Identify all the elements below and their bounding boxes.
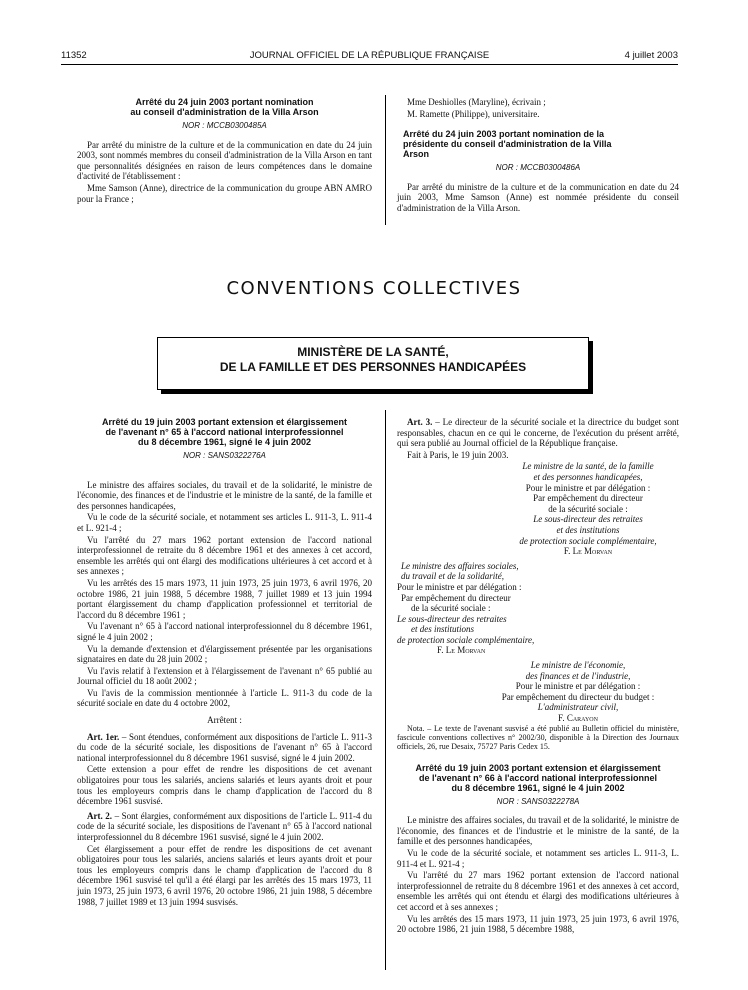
article-2 — [77, 811, 372, 843]
nor-reference — [77, 121, 372, 132]
sig-line: Le sous-directeur des retraites — [533, 514, 643, 525]
article-title — [77, 417, 372, 447]
title-line: du 8 décembre 1961, signé le 4 juin 2002 — [137, 437, 312, 447]
sig-line: Par empêchement du directeur — [401, 592, 511, 603]
signature-block-health — [497, 461, 679, 556]
sig-line: Par empêchement du directeur du budget : — [501, 691, 655, 702]
title-line: de l'avenant n° 65 à l'accord national interprofessionnel — [105, 427, 344, 437]
paragraph: Vu le code de la sécurité sociale, et notamment ses articles L. 911-3, L. 911-4 et L. 921-4 ; — [397, 848, 679, 869]
journal-title: JOURNAL OFFICIEL DE LA RÉPUBLIQUE FRANÇAISE — [249, 50, 490, 61]
sig-line: et des institutions — [556, 524, 620, 535]
nor-text: NOR : MCCB0300485A — [182, 121, 267, 130]
top-right-article — [397, 97, 679, 215]
member-line: Mme Deshiolles (Maryline), écrivain ; — [407, 97, 546, 107]
nor-text: NOR : MCCB0300486A — [495, 163, 581, 173]
nor-text: NOR : SANS0322276A — [183, 451, 266, 460]
title-line: de l'avenant n° 66 à l'accord national interprofessionnel — [419, 772, 657, 783]
sig-line: de protection sociale complémentaire, — [519, 535, 657, 546]
top-left-article — [77, 97, 372, 205]
ministry-line: MINISTÈRE DE LA SANTÉ, — [297, 345, 449, 359]
sig-line: du travail et de la solidarité, — [401, 571, 504, 582]
left-article — [77, 417, 372, 908]
paragraph: Vu l'avenant n° 65 à l'accord national interprofessionnel du 8 décembre 1961, signé le 4 juin 2002 ; — [77, 621, 372, 642]
paragraph: Le ministre des affaires sociales, du travail et de la solidarité, le ministre de l'économie, des finances et de l'industrie et le ministre de la santé, de la famille et des personnes handicapées, — [397, 815, 679, 847]
sig-line: des finances et de l'industrie, — [525, 670, 631, 681]
ministry-box — [157, 337, 589, 390]
right-article — [397, 417, 679, 936]
signature-block-economy — [477, 660, 679, 724]
sig-line: L'administrateur civil, — [537, 702, 619, 713]
article-text: – Sont étendues, conformément aux dispositions de l'article L. 911-3 du code de la sécurité sociale, les dispositions de l'avenant n° 65 à l'accord national interprofessionnel du 8 décembre 1961 susvisé, signé le 4 juin 2002. — [77, 731, 372, 763]
article-3 — [397, 417, 679, 449]
paragraph: Vu les arrêtés des 15 mars 1973, 11 juin 1973, 25 juin 1973, 6 avril 1976, 20 octobre 1986, 21 juin 1988, 5 décembre 1988, — [397, 913, 679, 935]
sig-line: Le ministre des affaires sociales, — [401, 560, 519, 571]
paragraph: Vu le code de la sécurité sociale, et notamment ses articles L. 911-3, L. 911-4 et L. 921-4 ; — [77, 512, 372, 533]
sig-line: de protection sociale complémentaire, — [397, 634, 535, 645]
paragraph: Vu l'avis relatif à l'extension et à l'élargissement de l'avenant n° 65 publié au Journal officiel du 18 août 2002 ; — [77, 665, 372, 687]
signature-date: Fait à Paris, le 19 juin 2003. — [407, 449, 509, 460]
article-label: Art. 2. — [87, 810, 113, 821]
nor-reference — [397, 163, 679, 174]
article-title — [397, 129, 679, 159]
paragraph: Vu les arrêtés des 15 mars 1973, 11 juin 1973, 25 juin 1973, 6 avril 1976, 20 octobre 1986, 21 juin 1988, 5 décembre 1988, 7 juillet 1989 et 13 juin 1994 portant élargissement du champ d'application professionnel et territorial de l'accord du 8 décembre 1961 ; — [77, 577, 372, 620]
paragraph: Cet élargissement a pour effet de rendre les dispositions de cet avenant obligatoires pour tous les salariés, anciens salariés et leurs ayants droit et pour tous les employeurs compris dans le champ d'application de l'accord du 8 décembre 1961 susvisé tel qu'il a été élargi par les arrêtés des 15 mars 1973, 11 juin 1973, 25 juin 1973, 6 avril 1976, 20 octobre 1986, 21 juin 1988, 5 décembre 1988, 7 juillet 1989 et 13 juin 1994 susvisés. — [77, 843, 372, 907]
page-header — [61, 48, 678, 65]
article-label: Art. 3. — [407, 417, 433, 427]
page-number: 11352 — [61, 50, 87, 61]
article-text: – Sont élargies, conformément aux dispositions de l'article L. 911-4 du code de la sécurité sociale, les dispositions de l'avenant n° 65 à l'accord national interprofessionnel du 8 décembre 1961 susvisé, signé le 4 juin 2002. — [77, 810, 372, 842]
column-divider — [385, 95, 386, 225]
sig-line: de la sécurité sociale : — [411, 603, 491, 614]
member-line: M. Ramette (Philippe), universitaire. — [407, 108, 540, 119]
nor-reference — [77, 451, 372, 462]
signatory-name: F. Carayon — [558, 713, 598, 724]
paragraph: Par arrêté du ministre de la culture et de la communication en date du 24 juin 2003, Mme Samson (Anne) est nommée présidente du conseil d'administration de la Villa Arson. — [397, 181, 679, 213]
sig-line: Le ministre de l'économie, — [530, 660, 626, 671]
sig-line: de la sécurité sociale : — [548, 503, 628, 514]
ministry-line: DE LA FAMILLE ET DES PERSONNES HANDICAPÉES — [219, 360, 527, 374]
article-title — [397, 763, 679, 793]
title-line: du 8 décembre 1961, signé le 4 juin 2002 — [451, 782, 625, 793]
title-line: présidente du conseil d'administration de la Villa — [403, 139, 612, 150]
paragraph: Vu l'avis de la commission mentionnée à l'article L. 911-3 du code de la sécurité sociale en date du 4 octobre 2002, — [77, 687, 372, 709]
issue-date: 4 juillet 2003 — [624, 50, 678, 61]
paragraph: Cette extension a pour effet de rendre les dispositions de cet avenant obligatoires pour tous les salariés, anciens salariés et leurs ayants droit et pour tous les employeurs compris dans le champ d'application de l'accord du 8 décembre 1961 susvisé. — [77, 764, 372, 807]
title-line: Arrêté du 19 juin 2003 portant extension et élargissement — [101, 417, 348, 427]
nor-reference — [397, 797, 679, 808]
signature-block-social — [397, 561, 679, 656]
article-1 — [77, 732, 372, 764]
sig-line: Le ministre de la santé, de la famille — [522, 461, 654, 472]
nota-note: Nota. – Le texte de l'avenant susvisé a été publié au Bulletin officiel du ministère, fascicule conventions collectives n° 2002/30, disponible à la Direction des Journaux officiels, 26, rue Desaix, 75727 Paris Cedex 15. — [397, 723, 679, 751]
paragraph: Vu la demande d'extension et d'élargissement présentée par les organisations signataires en date du 28 juin 2002 ; — [77, 643, 372, 665]
article-label: Art. 1er. — [87, 731, 120, 742]
sig-line: Pour le ministre et par délégation : — [525, 482, 651, 493]
sig-line: Pour le ministre et par délégation : — [397, 581, 522, 592]
title-line: Arson — [403, 149, 430, 160]
sig-line: et des personnes handicapées, — [533, 471, 643, 482]
title-line: Arrêté du 24 juin 2003 portant nomination — [135, 97, 314, 107]
title-line: au conseil d'administration de la Villa Arson — [130, 107, 319, 117]
title-line: Arrêté du 19 juin 2003 portant extension et élargissement — [415, 762, 661, 773]
signatory-name: F. Le Morvan — [437, 645, 486, 656]
section-title: CONVENTIONS COLLECTIVES — [226, 278, 522, 299]
signatory-name: F. Le Morvan — [563, 546, 613, 557]
paragraph: Le ministre des affaires sociales, du travail et de la solidarité, le ministre de l'économie, des finances et de l'industrie et le ministre de la santé, de la famille et des personnes handicapées, — [77, 479, 372, 511]
sig-line: Pour le ministre et par délégation : — [515, 681, 641, 692]
column-divider — [385, 410, 386, 970]
paragraph: Vu l'arrêté du 27 mars 1962 portant extension de l'accord national interprofessionnel de retraite du 8 décembre 1961 et des annexes à cet accord, ensemble les arrêtés qui ont étendu et élargi des modifications ultérieures à cet accord et à ses annexes ; — [397, 870, 679, 912]
paragraph: Par arrêté du ministre de la culture et de la communication en date du 24 juin 2003, sont nommés membres du conseil d'administration de la Villa Arson en tant que personnalités désignées en raison de leurs compétences dans le domaine d'activité de l'établissement : — [77, 139, 372, 182]
paragraph: Vu l'arrêté du 27 mars 1962 portant extension de l'accord national interprofessionnel de retraite du 8 décembre 1961 et des annexes à cet accord, ensemble les arrêtés qui ont élargi des modifications ultérieures à cet accord et à ses annexes ; — [77, 534, 372, 577]
article-title — [77, 97, 372, 117]
nor-text: NOR : SANS0322278A — [496, 796, 580, 806]
paragraph: Mme Samson (Anne), directrice de la communication du groupe ABN AMRO pour la France ; — [77, 182, 372, 204]
sig-line: Le sous-directeur des retraites — [397, 613, 507, 624]
sig-line: Par empêchement du directeur — [533, 493, 643, 504]
sig-line: et des institutions — [411, 624, 474, 635]
title-line: Arrêté du 24 juin 2003 portant nomination de la — [403, 129, 605, 140]
arretent-label: Arrêtent : — [207, 715, 242, 726]
article-text: – Le directeur de la sécurité sociale et la directrice du budget sont responsables, chacun en ce qui le concerne, de l'exécution du présent arrêté, qui sera publié au Journal officiel de la République française. — [397, 417, 679, 449]
